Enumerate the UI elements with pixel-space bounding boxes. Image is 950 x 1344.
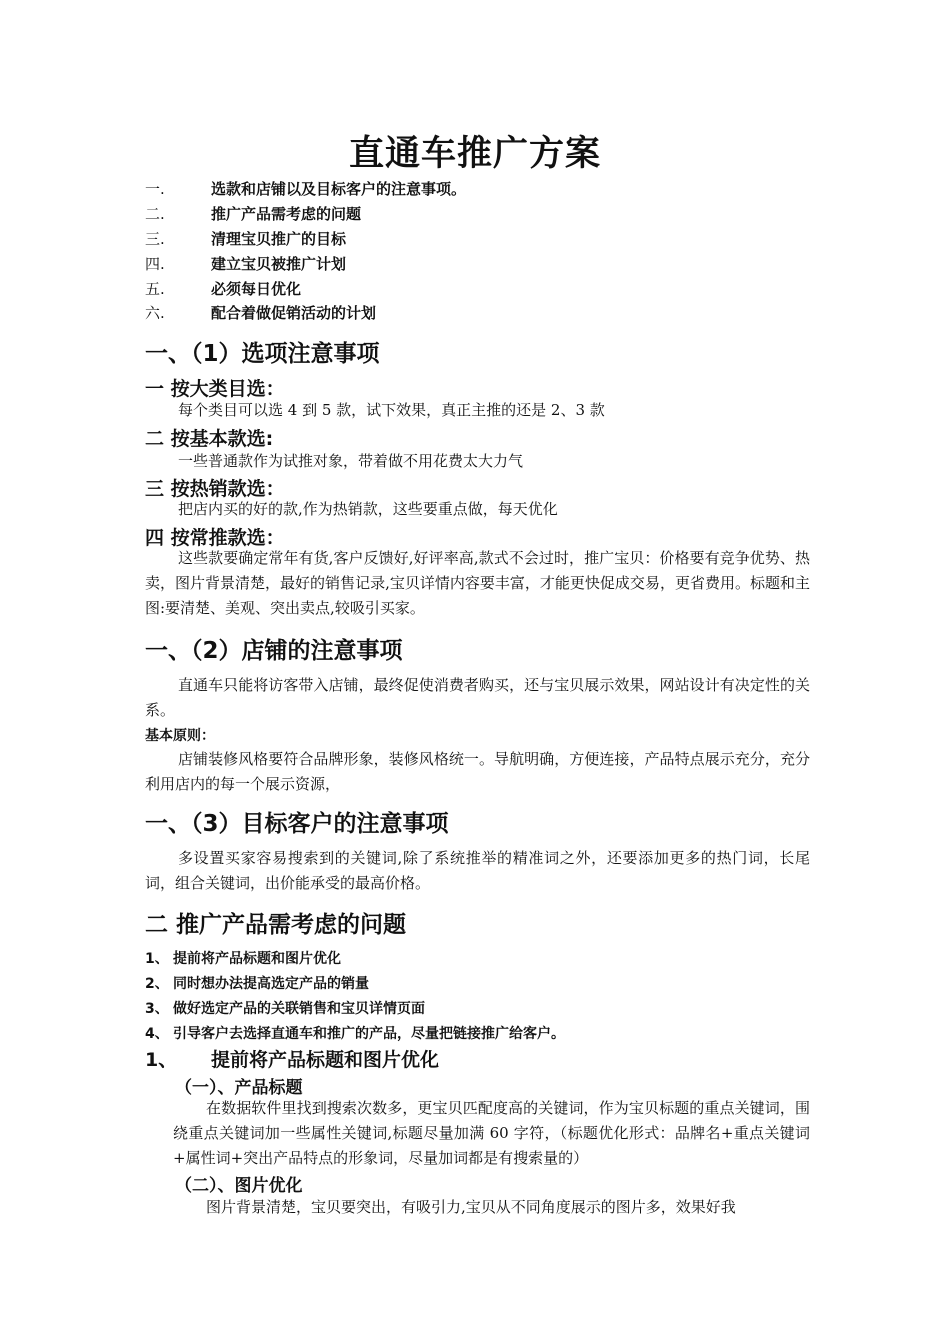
subheading-number: 1、 <box>145 1049 178 1071</box>
toc-number: 二. <box>145 205 165 223</box>
subsection-heading: 二 按基本款选: <box>145 428 274 450</box>
numbered-item <box>145 973 369 993</box>
paragraph: 图片背景清楚，宝贝要突出，有吸引力,宝贝从不同角度展示的图片多，效果好我 <box>206 1198 736 1216</box>
document-title: 直通车推广方案 <box>348 134 601 174</box>
toc-text: 配合着做促销活动的计划 <box>211 304 377 322</box>
part-heading: （一）、产品标题 <box>175 1078 303 1098</box>
subsection-heading: 三 按热销款选： <box>145 478 285 500</box>
toc-number: 六. <box>145 304 165 322</box>
toc-number: 一. <box>145 180 165 198</box>
subsection-heading: 一 按大类目选： <box>145 378 285 400</box>
item-number: 3、 <box>145 1001 169 1017</box>
section-heading: 一、（3）目标客户的注意事项 <box>145 811 449 837</box>
section-heading: 一、（1）选项注意事项 <box>145 341 380 367</box>
toc-number: 四. <box>145 255 165 273</box>
paragraph: 直通车只能将访客带入店铺，最终促使消费者购买，还与宝贝展示效果，网站设计有决定性的关系。 <box>145 676 810 719</box>
paragraph: 把店内买的好的款,作为热销款，这些要重点做，每天优化 <box>178 500 558 518</box>
paragraph: 一些普通款作为试推对象，带着做不用花费太大力气 <box>178 452 524 470</box>
numbered-item <box>145 948 341 968</box>
subheading-text: 提前将产品标题和图片优化 <box>211 1049 440 1071</box>
item-text: 同时想办法提高选定产品的销量 <box>173 976 369 992</box>
paragraph: 在数据软件里找到搜索次数多，更宝贝匹配度高的关键词，作为宝贝标题的重点关键词，围绕重点关键词加一些属性关键词,标题尽量加满 60 字符，（标题优化形式：品牌名+重点关键词+属性词+突出产品特点的形象词，尽量加词都是有搜索量的） <box>173 1099 810 1167</box>
part-heading: （二）、图片优化 <box>175 1176 303 1196</box>
paragraph: 店铺装修风格要符合品牌形象，装修风格统一。导航明确，方便连接，产品特点展示充分，充分利用店内的每一个展示资源， <box>145 750 810 793</box>
item-number: 2、 <box>145 976 169 992</box>
toc-number: 三. <box>145 230 165 248</box>
toc-text: 建立宝贝被推广计划 <box>211 255 347 273</box>
numbered-subheading <box>145 1045 439 1072</box>
paragraph: 每个类目可以选 4 到 5 款，试下效果，真正主推的还是 2、3 款 <box>178 401 605 419</box>
toc-text: 选款和店铺以及目标客户的注意事项。 <box>211 180 467 198</box>
numbered-item <box>145 998 425 1018</box>
item-number: 4、 <box>145 1026 169 1042</box>
item-number: 1、 <box>145 951 169 967</box>
toc-text: 清理宝贝推广的目标 <box>211 230 347 248</box>
section-heading: 一、（2）店铺的注意事项 <box>145 638 403 664</box>
item-text: 做好选定产品的关联销售和宝贝详情页面 <box>173 1001 425 1017</box>
toc-number: 五. <box>145 280 165 298</box>
section-heading: 二 推广产品需考虑的问题 <box>145 912 407 938</box>
numbered-item <box>145 1023 565 1043</box>
subsection-heading: 四 按常推款选： <box>145 527 285 549</box>
toc-text: 推广产品需考虑的问题 <box>211 205 362 223</box>
principle-label: 基本原则： <box>145 728 215 744</box>
toc-text: 必须每日优化 <box>211 280 302 298</box>
item-text: 引导客户去选择直通车和推广的产品，尽量把链接推广给客户。 <box>173 1026 565 1042</box>
paragraph: 多设置买家容易搜索到的关键词,除了系统推举的精准词之外，还要添加更多的热门词，长尾词，组合关键词，出价能承受的最高价格。 <box>145 849 810 892</box>
paragraph: 这些款要确定常年有货,客户反馈好,好评率高,款式不会过时，推广宝贝：价格要有竞争优势、热卖，图片背景清楚，最好的销售记录,宝贝详情内容要丰富，才能更快促成交易，更省费用。标题和主图:要清楚、美观、突出卖点,较吸引买家。 <box>145 549 810 617</box>
item-text: 提前将产品标题和图片优化 <box>173 951 341 967</box>
